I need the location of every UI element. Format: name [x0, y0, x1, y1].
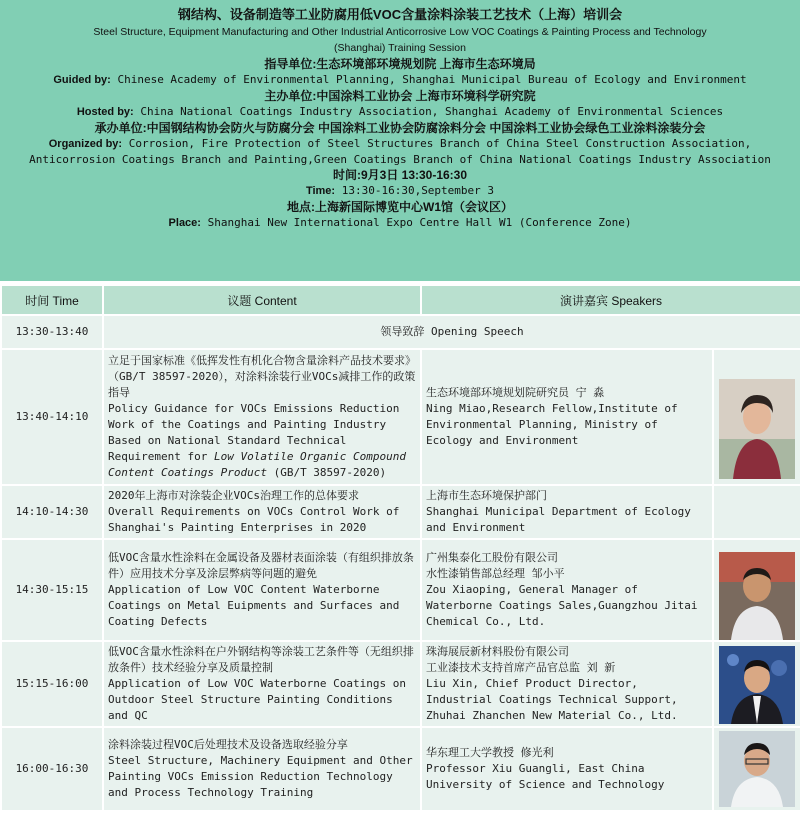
row-time: 15:15-16:00 [2, 642, 102, 726]
guided-cn: 指导单位:生态环境部环境规划院 上海市生态环境局 [264, 57, 536, 71]
header-speakers: 演讲嘉宾 Speakers [422, 286, 800, 314]
organized-en-1: Corrosion, Fire Protection of Steel Structures Branch of China Steel Construction Association, [128, 137, 752, 150]
hosted-label: Hosted by: [76, 106, 134, 118]
time-en-line [0, 183, 800, 199]
event-title-cn: 钢结构、设备制造等工业防腐用低VOC含量涂料涂装工艺技术（上海）培训会 [177, 7, 623, 22]
table-row [2, 316, 800, 348]
speaker-en: Zou Xiaoping, General Manager of Waterborne Coatings Sales,Guangzhou Jitai Chemical Co., Ltd. [426, 583, 698, 628]
row-time: 13:30-13:40 [2, 316, 102, 348]
speaker-en: Liu Xin, Chief Product Director, Industrial Coatings Technical Support, Zhuhai Zhanchen New Material Co., Ltd. [426, 677, 678, 722]
organized-en-2: Anticorrosion Coatings Branch and Painting,Green Coatings Branch of China National Coatings Industry Association [29, 153, 771, 166]
opening-speech: 领导致辞 Opening Speech [104, 316, 800, 348]
speaker-photo [719, 646, 795, 722]
speaker-cn: 华东理工大学教授 修光利 [426, 746, 554, 759]
place-en-line [0, 215, 800, 231]
content-en: Overall Requirements on VOCs Control Work of Shanghai's Painting Enterprises in 2020 [108, 505, 400, 534]
speaker-photo-cell [714, 540, 800, 640]
row-content [104, 642, 420, 726]
content-cn: 立足于国家标准《低挥发性有机化合物含量涂料产品技术要求》（GB/T 38597-2020），对涂料涂装行业VOCs减排工作的政策指导 [108, 354, 416, 399]
row-content [104, 540, 420, 640]
row-speaker [422, 540, 712, 640]
speaker-cn-2: 工业漆技术支持首席产品官总监 刘 新 [426, 661, 616, 674]
content-en: Application of Low VOC Waterborne Coatings on Outdoor Steel Structure Painting Conditions and QC [108, 677, 407, 722]
speaker-photo-cell [714, 728, 800, 810]
table-row [2, 728, 800, 810]
table-row [2, 642, 800, 726]
content-cn: 低VOC含量水性涂料在户外钢结构等涂装工艺条件等（无组织排放条件）技术经验分享及质量控制 [108, 645, 414, 674]
event-title-en-2: (Shanghai) Training Session [334, 42, 466, 54]
speaker-photo [719, 379, 795, 455]
speaker-photo-cell-empty [714, 486, 800, 538]
header-time: 时间 Time [2, 286, 102, 314]
content-en: Steel Structure, Machinery Equipment and Other Painting VOCs Emission Reduction Technology and Process Technology Training [108, 754, 413, 799]
speaker-cn-2: 水性漆销售部总经理 邹小平 [426, 567, 565, 580]
content-en-main: Policy Guidance for VOCs Emissions Reduction Work of the Coatings and Painting Industry Based on National Standard Technical Requirement for [108, 402, 400, 463]
row-content [104, 350, 420, 484]
hosted-en: China National Coatings Industry Association, Shanghai Academy of Environmental Sciences [140, 105, 724, 118]
row-time: 14:30-15:15 [2, 540, 102, 640]
row-time: 13:40-14:10 [2, 350, 102, 484]
speaker-photo-image [719, 552, 795, 640]
organized-en-line [0, 136, 800, 152]
agenda-table [0, 284, 800, 812]
content-cn: 低VOC含量水性涂料在金属设备及器材表面涂装（有组织排放条件）应用技术分享及涂层弊病等问题的避免 [108, 551, 414, 580]
guided-label: Guided by: [53, 74, 111, 86]
speaker-photo-image [719, 646, 795, 724]
table-row [2, 350, 800, 484]
speaker-cn: 生态环境部环境规划院研究员 宁 淼 [426, 386, 605, 399]
time-label: Time: [305, 185, 336, 197]
guided-en-line [0, 72, 800, 88]
table-header-row [2, 286, 800, 314]
agenda-table-wrap [0, 284, 800, 812]
guided-en: Chinese Academy of Environmental Planning, Shanghai Municipal Bureau of Ecology and Environment [117, 73, 747, 86]
speaker-photo-image [719, 379, 795, 479]
place-cn: 地点:上海新国际博览中心W1馆（会议区） [287, 200, 513, 214]
place-label: Place: [168, 217, 201, 229]
hosted-cn: 主办单位:中国涂料工业协会 上海市环境科学研究院 [264, 89, 536, 103]
header-content: 议题 Content [104, 286, 420, 314]
content-en [108, 401, 416, 481]
row-content [104, 728, 420, 810]
row-speaker [422, 642, 712, 726]
hosted-en-line [0, 104, 800, 120]
place-en: Shanghai New International Expo Centre Hall W1 (Conference Zone) [207, 216, 632, 229]
row-speaker [422, 728, 712, 810]
speaker-photo-image [719, 731, 795, 807]
speaker-cn: 广州集泰化工股份有限公司 [426, 551, 558, 564]
row-speaker [422, 486, 712, 538]
speaker-cn: 上海市生态环境保护部门 [426, 489, 547, 502]
table-row [2, 486, 800, 538]
time-en: 13:30-16:30,September 3 [341, 184, 495, 197]
content-en-tail: (GB/T 38597-2020) [266, 466, 387, 479]
row-content [104, 486, 420, 538]
content-en: Application of Low VOC Content Waterborne Coatings on Metal Euipments and Surfaces and Coating Defects [108, 583, 400, 628]
row-speaker [422, 350, 712, 484]
event-title-en-1: Steel Structure, Equipment Manufacturing and Other Industrial Anticorrosive Low VOC Coatings & Painting Process and Technology [93, 26, 707, 38]
content-cn: 2020年上海市对涂装企业VOCs治理工作的总体要求 [108, 489, 359, 502]
organized-cn: 承办单位:中国钢结构协会防火与防腐分会 中国涂料工业协会防腐涂料分会 中国涂料工业协会绿色工业涂料涂装分会 [94, 121, 706, 135]
speaker-cn: 珠海展辰新材料股份有限公司 [426, 645, 569, 658]
organized-label: Organized by: [48, 138, 123, 150]
event-header [0, 0, 800, 281]
speaker-en: Professor Xiu Guangli, East China University of Science and Technology [426, 762, 665, 791]
speaker-en: Ning Miao,Research Fellow,Institute of Environmental Planning, Ministry of Ecology and Environment [426, 402, 678, 447]
content-en-italic: Low Volatile Organic Compound Content Coatings Product [108, 450, 407, 479]
speaker-photo [719, 552, 795, 628]
speaker-photo-cell [714, 350, 800, 484]
table-row [2, 540, 800, 640]
row-time: 14:10-14:30 [2, 486, 102, 538]
speaker-photo [719, 731, 795, 807]
row-time: 16:00-16:30 [2, 728, 102, 810]
time-cn: 时间:9月3日 13:30-16:30 [332, 168, 468, 182]
speaker-photo-cell [714, 642, 800, 726]
speaker-en: Shanghai Municipal Department of Ecology and Environment [426, 505, 691, 534]
content-cn: 涂料涂装过程VOC后处理技术及设备选取经验分享 [108, 738, 348, 751]
